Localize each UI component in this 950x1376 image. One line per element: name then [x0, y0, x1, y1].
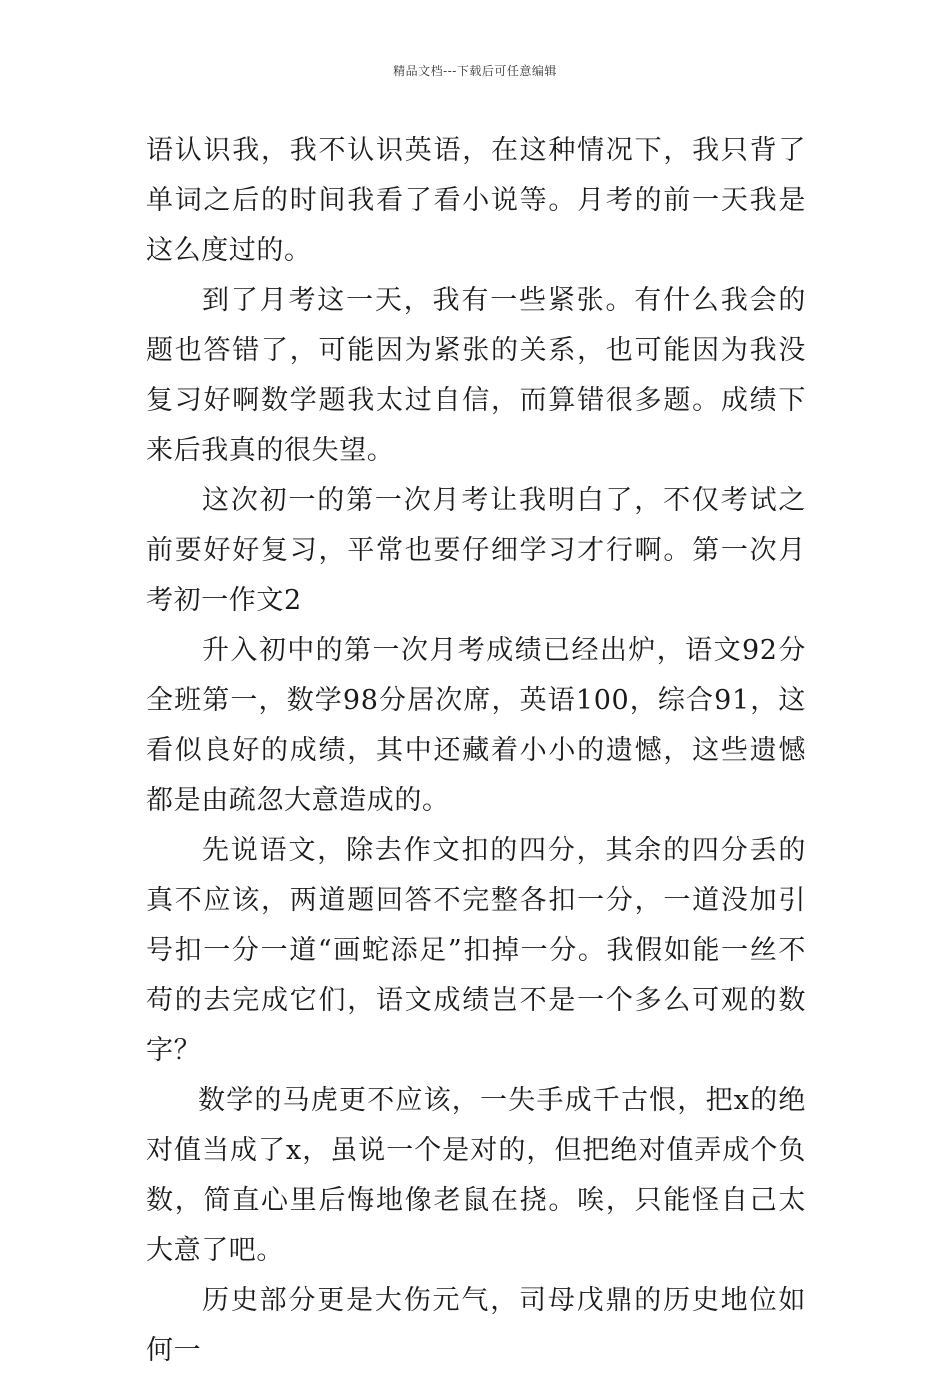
paragraph-7 [146, 1276, 806, 1376]
paragraph-4-text: 升入初中的第一次月考成绩已经出炉，语文92分全班第一，数学98分居次席，英语100，综合91，这看似良好的成绩，其中还藏着小小的遗憾，这些遗憾都是由疏忽大意造成的。 [146, 635, 806, 816]
paragraph-3 [146, 476, 806, 626]
paragraph-6-text: 数学的马虎更不应该，一失手成千古恨，把x的绝对值当成了x，虽说一个是对的，但把绝对值弄成个负数，简直心里后悔地像老鼠在挠。唉，只能怪自己太大意了吧。 [146, 1085, 806, 1266]
paragraph-5 [146, 826, 806, 1076]
paragraph-4 [146, 626, 806, 826]
paragraph-1 [146, 126, 806, 276]
paragraph-7-text: 历史部分更是大伤元气，司母戊鼎的历史地位如何一 [146, 1285, 806, 1366]
document-body [146, 126, 806, 1376]
page-header: 精品文档---下载后可任意编辑 [393, 64, 557, 78]
paragraph-3-text: 这次初一的第一次月考让我明白了，不仅考试之前要好好复习，平常也要仔细学习才行啊。第一次月考初一作文2 [146, 485, 806, 616]
paragraph-2-text: 到了月考这一天，我有一些紧张。有什么我会的题也答错了，可能因为紧张的关系，也可能因为我没复习好啊数学题我太过自信，而算错很多题。成绩下来后我真的很失望。 [146, 285, 806, 466]
paragraph-5-text: 先说语文，除去作文扣的四分，其余的四分丢的真不应该，两道题回答不完整各扣一分，一道没加引号扣一分一道“画蛇添足”扣掉一分。我假如能一丝不苟的去完成它们，语文成绩岂不是一个多么可观的数字？ [146, 835, 806, 1066]
paragraph-2 [146, 276, 806, 476]
paragraph-6 [146, 1076, 806, 1276]
paragraph-1-text: 语认识我，我不认识英语，在这种情况下，我只背了单词之后的时间我看了看小说等。月考的前一天我是这么度过的。 [146, 135, 806, 266]
